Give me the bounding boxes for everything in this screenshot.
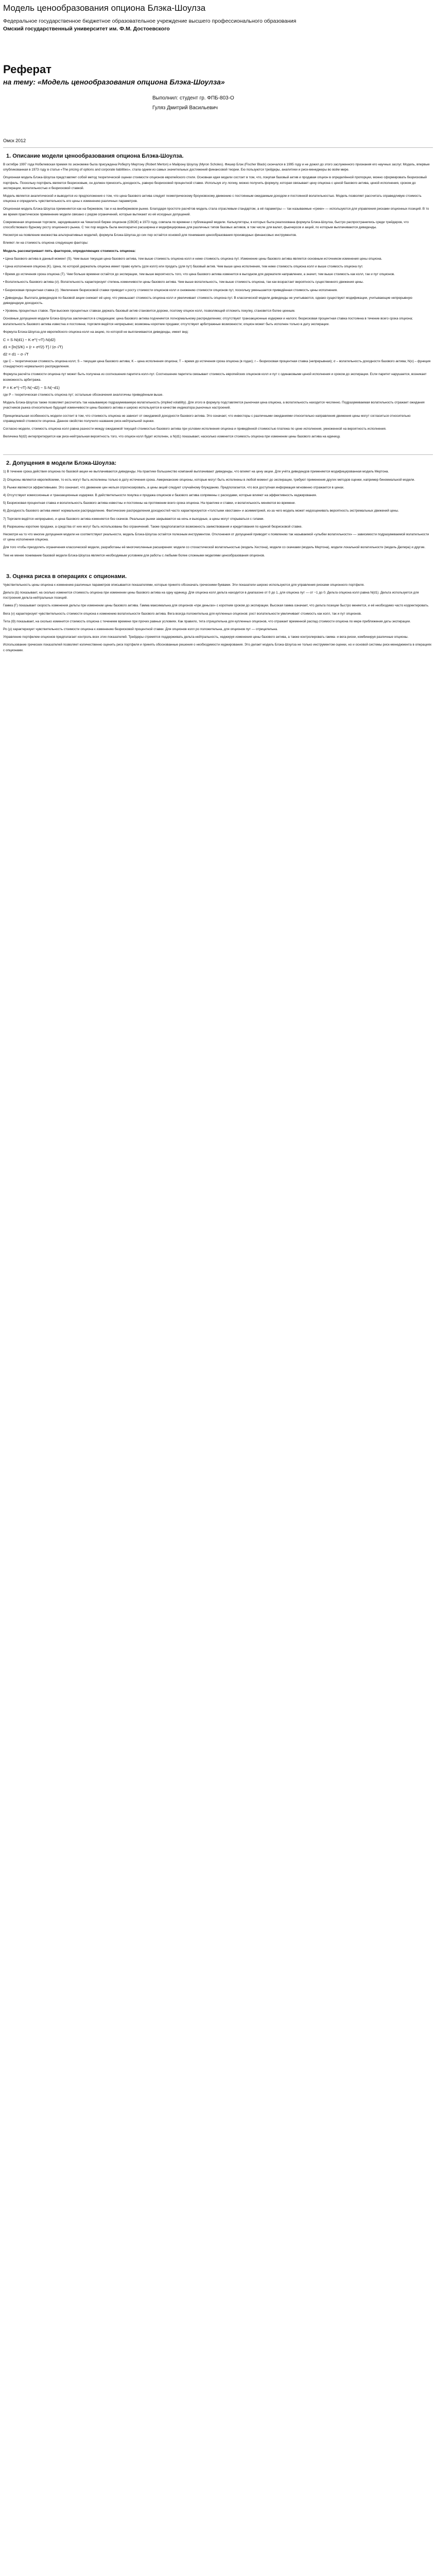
s1-closing: Согласно модели, стоимость опциона колл равна разности между ожидаемой текущей стоимостью базового актива при условии исполнения опциона и приведённой стоимостью платежа по цене исполнения, умноженной на вероятность исполнения. bbox=[3, 427, 387, 431]
assumption-item: 1) В течение срока действия опциона по базовой акции не выплачиваются дивиденды. На практике большинство компаний выплачивают дивиденды, что влияет на цену акции. Для учёта дивидендов применяется модифицированная модель Мертона. bbox=[3, 470, 389, 474]
formula-legend: где P – теоретическая стоимость опциона пут; остальные обозначения аналогичны приведённым выше. bbox=[3, 393, 164, 397]
s1-paragraph: Опционная модель Блэка-Шоулза применяется как на биржевом, так и на внебиржевом рынке. Благодаря простоте расчётов модель стала отраслевым стандартом, а её параметры — так называемые «греки» — используются для управления рисками опционных позиций. В то же время практическое применение модели связано с рядом ограничений, которые вытекают из её исходных допущений. bbox=[3, 207, 429, 216]
org-line-2: Омский государственный университет им. Ф.М. Достоевского bbox=[3, 26, 170, 32]
factor-item: • Волатильность базового актива (σ). Волатильность характеризует степень изменчивости цены базового актива. Чем выше волатильность, тем выше стоимость опциона, так как возрастает вероятность существенного движения цены. bbox=[3, 280, 364, 284]
dividend-note: • Дивиденды. Выплата дивидендов по базовой акции снижает её цену, что уменьшает стоимость опциона колл и увеличивает стоимость опциона пут. В классической модели дивиденды не учитываются, однако существуют модификации, учитывающие непрерывную дивидендную доходность. bbox=[3, 296, 412, 306]
s1-paragraph: Формула расчёта стоимости опциона пут может быть получена из соотношения паритета колл-пут. Соотношение паритета связывает стоимость европейских опционов колл и пут с одинаковыми ценой исполнения и сроком до экспирации. Если паритет нарушается, возникает возможность арбитража. bbox=[3, 372, 427, 382]
s1-paragraph: Модель является аналитической и выводится из предположения о том, что цена базового актива следует геометрическому броуновскому движению с постоянным ожидаемым доходом и постоянной волатильностью. Модель позволяет рассчитать справедливую стоимость опциона и определить чувствительность его цены к изменению различных параметров. bbox=[3, 194, 422, 204]
s1-closing: Величина N(d2) интерпретируется как риск-нейтральная вероятность того, что опцион колл будет исполнен, а N(d1) показывает, насколько изменится стоимость опциона при изменении цены базового актива на единицу. bbox=[3, 435, 341, 439]
city-year: Омск 2012 bbox=[3, 138, 26, 143]
cover-topic: на тему: «Модель ценообразования опциона Блэка-Шоулза» bbox=[3, 78, 225, 86]
author-block bbox=[152, 95, 433, 111]
s1-paragraph: Несмотря на появление множества альтернативных моделей, формула Блэка-Шоулза до сих пор остаётся основой для понимания ценообразования производных финансовых инструментов. bbox=[3, 233, 297, 238]
section-3-title: 3. Оценка риска в операциях с опционами. bbox=[6, 573, 127, 580]
s3-paragraph: Ро (ρ) характеризует чувствительность стоимости опциона к изменению безрисковой процентной ставки. Для опционов колл ро положительна, для опционов пут — отрицательна. bbox=[3, 627, 278, 631]
author-name: Гуляз Дмитрий Васильевич bbox=[152, 105, 218, 111]
org-line-1: Федеральное государственное бюджетное образовательное учреждение высшего профессионального образования bbox=[3, 18, 297, 24]
s1-paragraph: Модель Блэка-Шоулза также позволяет рассчитать так называемую подразумеваемую волатильность (implied volatility). Для этого в формулу подставляется рыночная цена опциона, а волатильность находится численно. Подразумеваемая волатильность отражает ожидания участников рынка относительно будущей изменчивости цены базового актива и широко используется в качестве индикатора рыночных настроений. bbox=[3, 401, 425, 410]
assumption-item: 4) Отсутствуют комиссионные и транзакционные издержки. В действительности покупка и продажа опционов и базового актива сопряжены с расходами, которые влияют на эффективность хеджирования. bbox=[3, 493, 317, 497]
formula-d2: d2 = d1 − σ·√T bbox=[3, 352, 29, 357]
formula-legend: где C – теоретическая стоимость опциона колл; S – текущая цена базового актива; K – цена исполнения опциона; T – время до истечения срока опциона (в годах); r – безрисковая процентная ставка (непрерывная); σ – волатильность доходности базового актива; N(x) – функция стандартного нормального распределения. bbox=[3, 360, 431, 369]
assumption-item: 6) Доходность базового актива имеет нормальное распределение. Фактические распределения доходностей часто характеризуются «толстыми хвостами» и асимметрией, из-за чего модель может недооценивать вероятность экстремальных движений цены. bbox=[3, 509, 399, 513]
s2-closing: Для того чтобы преодолеть ограничения классической модели, разработаны её многочисленные расширения: модели со стохастической волатильностью (модель Хестона), модели со скачками (модель Мертона), модели локальной волатильности (модель Дюпира) и другие. bbox=[3, 546, 426, 550]
s1-paragraph: Влияют ли на стоимость опциона следующие факторы: bbox=[3, 241, 89, 245]
s3-paragraph: Управление портфелем опционов предполагает контроль всех этих показателей. Трейдеры стремятся поддерживать дельта-нейтральность, хеджируя изменения цены базового актива, а также контролировать гамма- и вега-риски, комбинируя различные опционы. bbox=[3, 635, 409, 639]
factors-title: Модель рассматривает пять факторов, определяющих стоимость опциона: bbox=[3, 249, 136, 253]
s3-paragraph: Дельта (Δ) показывает, на сколько изменится стоимость опциона при изменении цены базового актива на одну единицу. Для опциона колл дельта находится в диапазоне от 0 до 1, для опциона пут — от −1 до 0. Дельта опциона колл равна N(d1). Дельта используется для построения дельта-нейтральных позиций. bbox=[3, 590, 419, 600]
s1-paragraph: Основные допущения модели Блэка-Шоулза заключаются в следующем: цена базового актива подчиняется логнормальному распределению; отсутствуют транзакционные издержки и налоги; безрисковая процентная ставка постоянна в течение всего срока опциона; волатильность базового актива известна и постоянна; торговля ведётся непрерывно; возможны короткие продажи; отсутствуют арбитражные возможности; опцион может быть исполнен только в дату экспирации. bbox=[3, 317, 413, 326]
s2-closing: Тем не менее понимание базовой модели Блэка-Шоулза является необходимым условием для работы с любыми более сложными моделями ценообразования опционов. bbox=[3, 553, 265, 557]
section-1-title: 1. Описание модели ценообразования опциона Блэка-Шоулза. bbox=[6, 153, 184, 159]
s1-paragraph: Принципиальная особенность модели состоит в том, что стоимость опциона не зависит от ожидаемой доходности базового актива. Это означает, что инвесторы с различными ожиданиями относительно направления движения цены могут согласиться относительно справедливой стоимости опциона. Данное свойство получило название риск-нейтральной оценки. bbox=[3, 414, 411, 423]
factor-item: • Время до истечения срока опциона (T). Чем больше времени остаётся до экспирации, тем выше вероятность того, что цена базового актива изменится в выгодном для держателя направлении, а значит, тем выше стоимость как колл, так и пут опционов. bbox=[3, 273, 395, 277]
formula-d1: d1 = [ln(S/K) + (r + σ²/2)·T] / (σ·√T) bbox=[3, 345, 63, 350]
section-2-title: 2. Допущения в модели Блэка-Шоулза: bbox=[6, 460, 117, 467]
assumption-item: 5) Безрисковая процентная ставка и волатильность базового актива известны и постоянны на протяжении всего срока опциона. На практике и ставки, и волатильность меняются во времени. bbox=[3, 501, 296, 505]
formula-put: P = K·e^(−rT)·N(−d2) − S·N(−d1) bbox=[3, 385, 60, 390]
divider bbox=[3, 454, 433, 455]
factor-item: • Безрисковая процентная ставка (r). Увеличение безрисковой ставки приводит к росту стоимости опционов колл и снижению стоимости опционов пут, поскольку уменьшается приведённая стоимость цены исполнения. bbox=[3, 288, 338, 292]
s2-closing: Несмотря на то что многие допущения модели не соответствуют реальности, модель Блэка-Шоулза остаётся полезным инструментом. Отклонения от допущений приводят к появлению так называемой «улыбки волатильности» — зависимости подразумеваемой волатильности от цены исполнения опциона. bbox=[3, 532, 429, 542]
formula-call: C = S·N(d1) − K·e^(−rT)·N(d2) bbox=[3, 337, 56, 343]
divider bbox=[3, 147, 433, 148]
assumption-item: 3) Рынки являются эффективными. Это означает, что движение цен нельзя спрогнозировать, а цены акций следуют случайному блужданию. Предполагается, что вся доступная информация мгновенно отражается в ценах. bbox=[3, 485, 344, 489]
s3-paragraph: Гамма (Γ) показывает скорость изменения дельты при изменении цены базового актива. Гамма максимальна для опционов «при деньгах» с коротким сроком до экспирации. Высокая гамма означает, что дельта позиции быстро меняется, и её необходимо часто корректировать. bbox=[3, 604, 429, 608]
document bbox=[0, 0, 436, 676]
cover-kind: Реферат bbox=[3, 63, 52, 76]
author-role: Выполнил: студент гр. ФПБ-803-О bbox=[152, 95, 234, 101]
s3-paragraph: Вега (ν) характеризует чувствительность стоимости опциона к изменению волатильности базового актива. Вега всегда положительна для купленных опционов: рост волатильности увеличивает стоимость как колл, так и пут опционов. bbox=[3, 612, 362, 616]
s1-paragraph: Современная опционная торговля, зародившаяся на Чикагской бирже опционов (CBOE) в 1973 году, совпала по времени с публикацией модели. Калькуляторы, в которых была реализована формула Блэка-Шоулза, быстро распространились среди трейдеров, что способствовало бурному росту опционного рынка. С тех пор модель была многократно расширена и модифицирована для различных типов базовых активов, в том числе для валют, фьючерсов и акций, по которым выплачиваются дивиденды. bbox=[3, 220, 409, 230]
s1-paragraph: В октябре 1997 года Нобелевская премия по экономике была присуждена Роберту Мертону (Robert Merton) и Майрону Шоулзу (Myron Scholes). Фишер Блэк (Fischer Black) скончался в 1995 году и не дожил до этого заслуженного признания его научных заслуг. Модель, впервые опубликованная в 1973 году в статье «The pricing of options and corporate liabilities», стала одним из самых значительных достижений финансовой теории. Ею пользуются трейдеры, аналитики и риск-менеджеры во всём мире. bbox=[3, 163, 430, 172]
document-title: Модель ценообразования опциона Блэка-Шоулза bbox=[3, 3, 206, 13]
assumption-item: 8) Разрешены короткие продажи, а средства от них могут быть использованы без ограничений. Также предполагается возможность заимствования и кредитования по единой безрисковой ставке. bbox=[3, 524, 303, 529]
s1-paragraph: Формула Блэка-Шоулза для европейского опциона колл на акцию, по которой не выплачиваются дивиденды, имеет вид: bbox=[3, 330, 189, 334]
s3-paragraph: Тета (Θ) показывает, на сколько изменится стоимость опциона с течением времени при прочих равных условиях. Как правило, тета отрицательна для купленных опционов, что отражает временной распад стоимости опциона по мере приближения даты экспирации. bbox=[3, 619, 411, 623]
assumption-item: 7) Торговля ведётся непрерывно, и цена базового актива изменяется без скачков. Реальные рынки закрываются на ночь и выходные, а цены могут открываться с гэпами. bbox=[3, 517, 265, 521]
factor-item: • Цена базового актива в данный момент (S). Чем выше текущая цена базового актива, тем выше стоимость опциона колл и ниже стоимость опциона пут. Изменение цены базового актива является основным источником изменения цены опциона. bbox=[3, 257, 382, 261]
rate-note: • Уровень процентных ставок. При высоких процентных ставках держать базовый актив становится дороже, поэтому опцион колл, позволяющий отложить покупку, становится более ценным. bbox=[3, 309, 295, 313]
s3-paragraph: Чувствительность цены опциона к изменению различных параметров описывается показателями, которые принято обозначать греческими буквами. Эти показатели широко используются для управления рисками опционного портфеля. bbox=[3, 583, 365, 587]
s1-paragraph: Опционная модель Блэка-Шоулза представляет собой метод теоретической оценки стоимости опционов европейского стиля. Основная идея модели состоит в том, что, покупая базовый актив и продавая опцион в определённой пропорции, можно сформировать безрисковый портфель. Поскольку портфель является безрисковым, он должен приносить доходность, равную безрисковой процентной ставке. Используя эту логику, можно получить формулу, которая связывает цену опциона с ценой базового актива, ценой исполнения, сроком до экспирации, волатильностью и безрисковой ставкой. bbox=[3, 176, 427, 190]
assumption-item: 2) Опционы являются европейскими, то есть могут быть исполнены только в дату истечения срока. Американские опционы, которые могут быть исполнены в любой момент до экспирации, требуют применения других методов оценки, например биномиальной модели. bbox=[3, 478, 415, 482]
factor-item: • Цена исполнения опциона (K). Цена, по которой держатель опциона имеет право купить (для колл) или продать (для пут) базовый актив. Чем выше цена исполнения, тем ниже стоимость опциона колл и выше стоимость опциона пут. bbox=[3, 265, 363, 269]
s3-paragraph: Использование греческих показателей позволяет количественно оценить риск портфеля и принять обоснованные решения о необходимости хеджирования. Это делает модель Блэка-Шоулза не только инструментом оценки, но и основой системы риск-менеджмента в операциях с опционами. bbox=[3, 643, 432, 652]
